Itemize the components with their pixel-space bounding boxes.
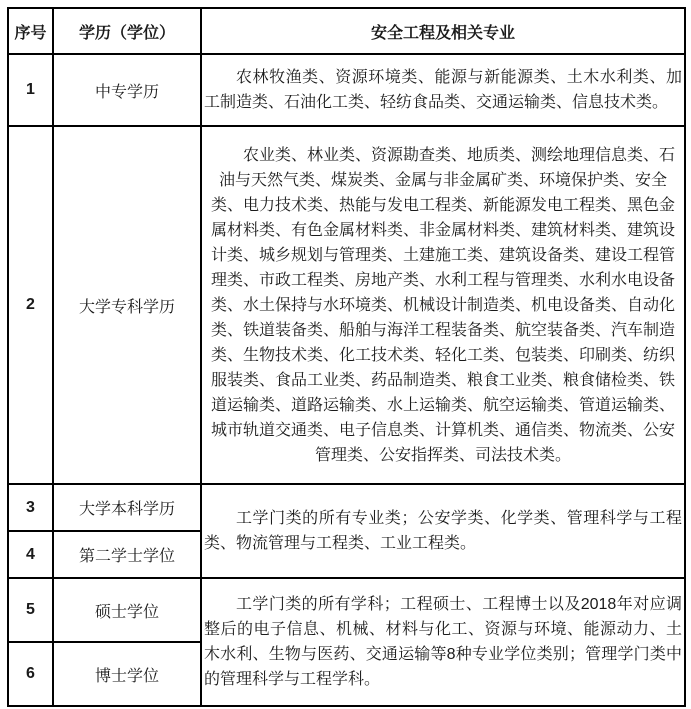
serial-no-cell: 4 [8, 531, 53, 578]
majors-cell [201, 54, 685, 126]
table-row [8, 484, 685, 531]
degree-cell: 第二学士学位 [53, 531, 201, 578]
serial-no-cell: 6 [8, 642, 53, 706]
majors-paragraph: 农林牧渔类、资源环境类、能源与新能源类、土木水利类、加工制造类、石油化工类、轻纺食品类、交通运输类、信息技术类。 [204, 69, 682, 111]
majors-cell-merged-rows-5-6 [201, 578, 685, 706]
table-header-row [8, 8, 685, 54]
table-row [8, 578, 685, 642]
header-cell-degree: 学历（学位） [53, 8, 201, 54]
majors-cell [201, 126, 685, 484]
degree-cell: 大学本科学历 [53, 484, 201, 531]
header-cell-majors: 安全工程及相关专业 [201, 8, 685, 54]
qualification-majors-table [7, 7, 686, 707]
degree-cell: 大学专科学历 [53, 126, 201, 484]
serial-no-cell: 3 [8, 484, 53, 531]
serial-no-cell: 1 [8, 54, 53, 126]
table-row [8, 54, 685, 126]
table-row [8, 126, 685, 484]
majors-paragraph: 农业类、林业类、资源勘查类、地质类、测绘地理信息类、石油与天然气类、煤炭类、金属与非金属矿类、环境保护类、安全类、电力技术类、热能与发电工程类、新能源发电工程类、黑色金属材料类、有色金属材料类、非金属材料类、建筑材料类、建筑设计类、城乡规划与管理类、土建施工类、建筑设备类、建设工程管理类、市政工程类、房地产类、水利工程与管理类、水利水电设备类、水土保持与水环境类、机械设计制造类、机电设备类、自动化类、铁道装备类、船舶与海洋工程装备类、航空装备类、汽车制造类、生物技术类、化工技术类、轻化工类、包装类、印刷类、纺织服装类、食品工业类、药品制造类、粮食工业类、粮食储检类、铁道运输类、道路运输类、水上运输类、航空运输类、管道运输类、城市轨道交通类、电子信息类、计算机类、通信类、物流类、公安管理类、公安指挥类、司法技术类。 [210, 146, 675, 464]
degree-cell: 博士学位 [53, 642, 201, 706]
serial-no-cell: 2 [8, 126, 53, 484]
majors-paragraph: 工学门类的所有专业类；公安学类、化学类、管理科学与工程类、物流管理与工程类、工业工程类。 [204, 510, 682, 552]
degree-cell: 中专学历 [53, 54, 201, 126]
header-cell-serial-no: 序号 [8, 8, 53, 54]
degree-cell: 硕士学位 [53, 578, 201, 642]
majors-paragraph: 工学门类的所有学科；工程硕士、工程博士以及2018年对应调整后的电子信息、机械、材料与化工、资源与环境、能源动力、土木水利、生物与医药、交通运输等8种专业学位类别；管理学门类中的管理科学与工程学科。 [204, 596, 682, 688]
majors-cell-merged-rows-3-4 [201, 484, 685, 578]
serial-no-cell: 5 [8, 578, 53, 642]
